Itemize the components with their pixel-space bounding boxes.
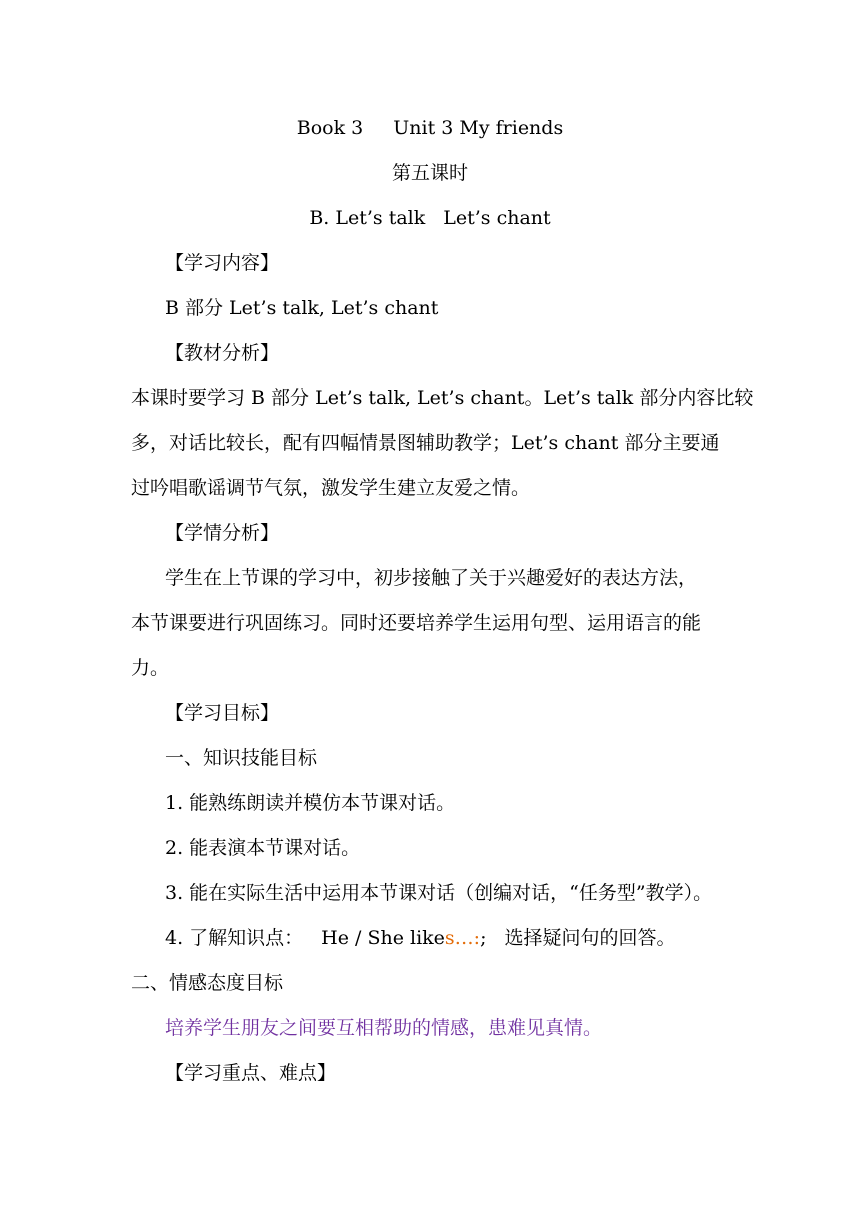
title-line (0, 116, 860, 140)
goal-item-4 (165, 926, 676, 950)
goal-item-4-highlight: s…: (444, 927, 481, 949)
lets-talk-label: B. Let’s talk (309, 207, 426, 229)
student-heading: 【学情分析】 (165, 522, 280, 544)
key-points-heading: 【学习重点、难点】 (165, 1062, 337, 1084)
goal-item-4-suffix: 选择疑问句的回答。 (504, 927, 676, 949)
goal-item-4-semicolon: ; (480, 927, 487, 949)
emotion-text: 培养学生朋友之间要互相帮助的情感，患难见真情。 (165, 1017, 603, 1039)
book-label: Book 3 (296, 117, 364, 139)
goal-heading: 【学习目标】 (165, 702, 280, 724)
goal-item-3: 3. 能在实际生活中运用本节课对话（创编对话，“任务型”教学）。 (165, 882, 713, 904)
unit-title: Unit 3 My friends (393, 117, 564, 139)
goal-item-2: 2. 能表演本节课对话。 (165, 837, 361, 859)
goal-subheading-2: 二、情感态度目标 (131, 972, 284, 994)
goal-subheading-1: 一、知识技能目标 (165, 747, 318, 769)
material-line-1: 本课时要学习 B 部分 Let’s talk, Let’s chant。Let’s talk 部分内容比较 (131, 387, 754, 409)
lesson-title: 第五课时 (391, 162, 468, 184)
student-line-1: 学生在上节课的学习中，初步接触了关于兴趣爱好的表达方法， (165, 567, 698, 589)
lets-chant-label: Let’s chant (443, 207, 551, 229)
material-line-3: 过吟唱歌谣调节气氛，激发学生建立友爱之情。 (131, 477, 531, 499)
student-line-2: 本节课要进行巩固练习。同时还要培养学生运用句型、运用语言的能 (131, 612, 702, 634)
material-line-2: 多，对话比较长，配有四幅情景图辅助教学；Let’s chant 部分主要通 (131, 432, 720, 454)
goal-item-4-phrase: He / She like (321, 927, 445, 949)
content-text: B 部分 Let’s talk, Let’s chant (165, 297, 439, 319)
material-heading: 【教材分析】 (165, 342, 280, 364)
content-heading: 【学习内容】 (165, 252, 280, 274)
section-subtitle (0, 206, 860, 230)
goal-item-1: 1. 能熟练朗读并模仿本节课对话。 (165, 792, 456, 814)
student-line-3: 力。 (131, 657, 170, 679)
goal-item-4-prefix: 4. 了解知识点： (165, 927, 304, 949)
